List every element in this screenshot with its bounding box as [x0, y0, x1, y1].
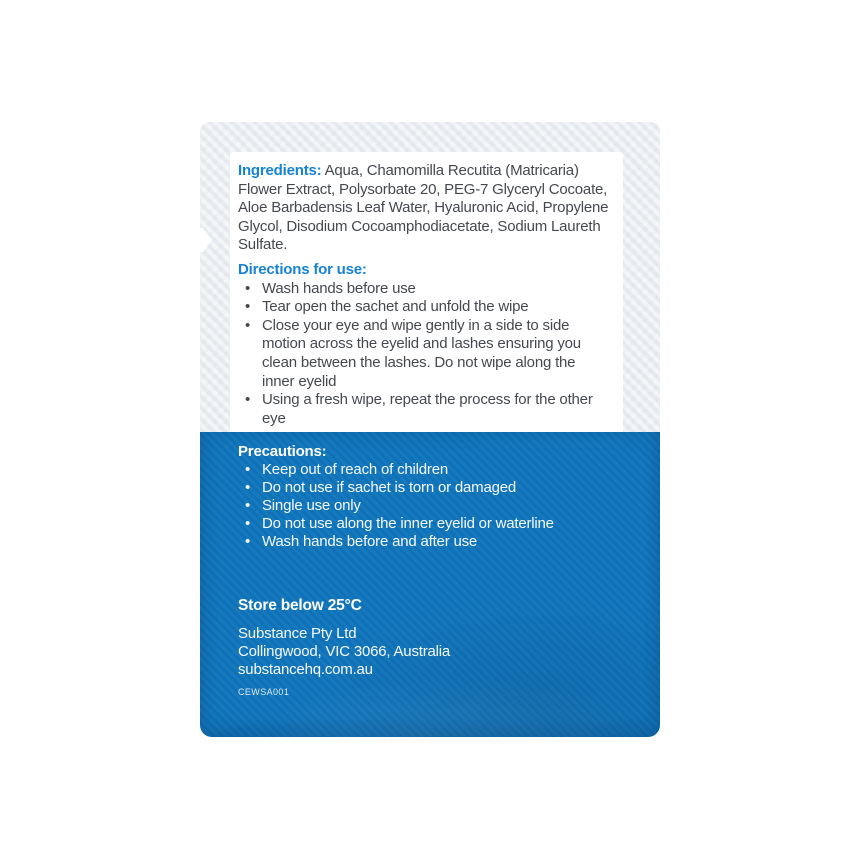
sachet-bottom-section — [200, 432, 660, 737]
directions-heading: Directions for use: — [238, 260, 367, 278]
manufacturer-website: substancehq.com.au — [238, 661, 373, 678]
ingredients-text: Aqua, Chamomilla Recutita (Matricaria) Flower Extract, Polysorbate 20, PEG-7 Glyceryl Cocoate, Aloe Barbadensis Leaf Water, Hyaluronic Acid, Propylene Glycol, Disodium Cocoamphodiacetate, Sodium Laureth Sulfate. — [238, 162, 609, 254]
direction-item: • Wash hands before use — [238, 280, 611, 299]
manufacturer-address: Collingwood, VIC 3066, Australia — [238, 643, 451, 660]
precaution-item: • Single use only — [238, 497, 620, 515]
label-text-panel — [230, 152, 623, 432]
storage-instruction: Store below 25°C — [238, 597, 362, 614]
precaution-item: • Do not use along the inner eyelid or waterline — [238, 515, 620, 533]
directions-list — [238, 280, 611, 429]
ingredients-label: Ingredients: — [238, 162, 322, 179]
precautions-heading: Precautions: — [238, 443, 327, 460]
manufacturer-block — [238, 625, 620, 679]
sachet-top-section — [200, 122, 660, 432]
sachet-back — [200, 122, 660, 737]
precaution-item: • Wash hands before and after use — [238, 533, 620, 551]
precaution-item: • Keep out of reach of children — [238, 461, 620, 479]
direction-item: • Close your eye and wipe gently in a side to side motion across the eyelid and lashes ensuring you clean between the lashes. Do not wipe along the inner eyelid — [238, 317, 611, 391]
direction-item: • Using a fresh wipe, repeat the process for the other eye — [238, 391, 611, 428]
ingredients-paragraph — [238, 162, 611, 255]
product-code: CEWSA001 — [238, 687, 290, 697]
precaution-item: • Do not use if sachet is torn or damaged — [238, 479, 620, 497]
manufacturer-name: Substance Pty Ltd — [238, 625, 357, 642]
precautions-list — [238, 461, 620, 551]
direction-item: • Tear open the sachet and unfold the wipe — [238, 298, 611, 317]
